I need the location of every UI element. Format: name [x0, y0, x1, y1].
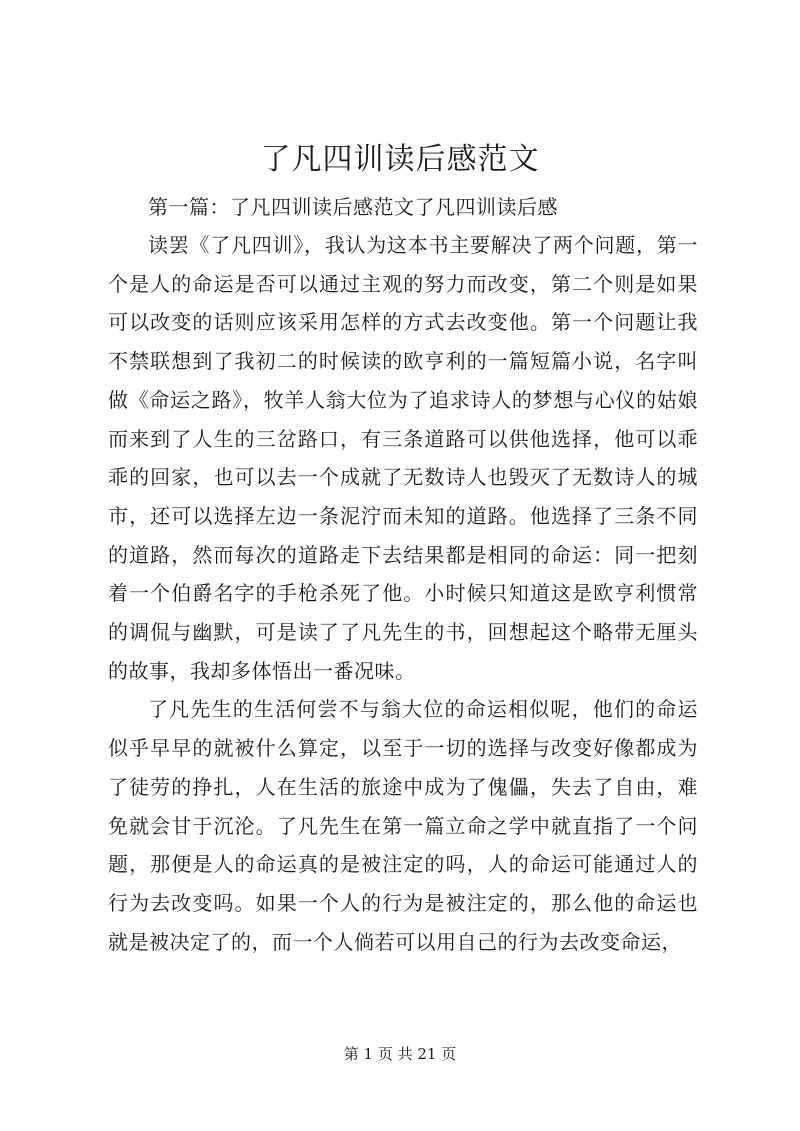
- paragraph-2: 了凡先生的生活何尝不与翁大位的命运相似呢，他们的命运似乎早早的就被什么算定，以至于一切的选择与改变好像都成为了徒劳的挣扎，人在生活的旅途中成为了傀儡，失去了自由，难免就会甘于沉沦。了凡先生在第一篇立命之学中就直指了一个问题，那便是人的命运真的是被注定的吗，人的命运可能通过人的行为去改变吗。如果一个人的行为是被注定的，那么他的命运也就是被决定了的，而一个人倘若可以用自己的行为去改变命运，: [108, 697, 698, 954]
- document-title: 了凡四训读后感范文: [260, 142, 540, 177]
- section-heading: 第一篇：了凡四训读后感范文了凡四训读后感: [148, 195, 558, 219]
- paragraph-1: 读罢《了凡四训》，我认为这本书主要解决了两个问题，第一个是人的命运是否可以通过主观的努力而改变，第二个则是如果可以改变的话则应该采用怎样的方式去改变他。第一个问题让我不禁联想到了我初二的时候读的欧亨利的一篇短篇小说，名字叫做《命运之路》，牧羊人翁大位为了追求诗人的梦想与心仪的姑娘而来到了人生的三岔路口，有三条道路可以供他选择，他可以乖乖的回家，也可以去一个成就了无数诗人也毁灭了无数诗人的城市，还可以选择左边一条泥泞而未知的道路。他选择了三条不同的道路，然而每次的道路走下去结果都是相同的命运：同一把刻着一个伯爵名字的手枪杀死了他。小时候只知道这是欧亨利惯常的调侃与幽默，可是读了了凡先生的书，回想起这个略带无厘头的故事，我却多体悟出一番况味。: [108, 233, 698, 683]
- document-body: [108, 188, 698, 961]
- page-footer: 第 1 页 共 21 页: [343, 1045, 457, 1063]
